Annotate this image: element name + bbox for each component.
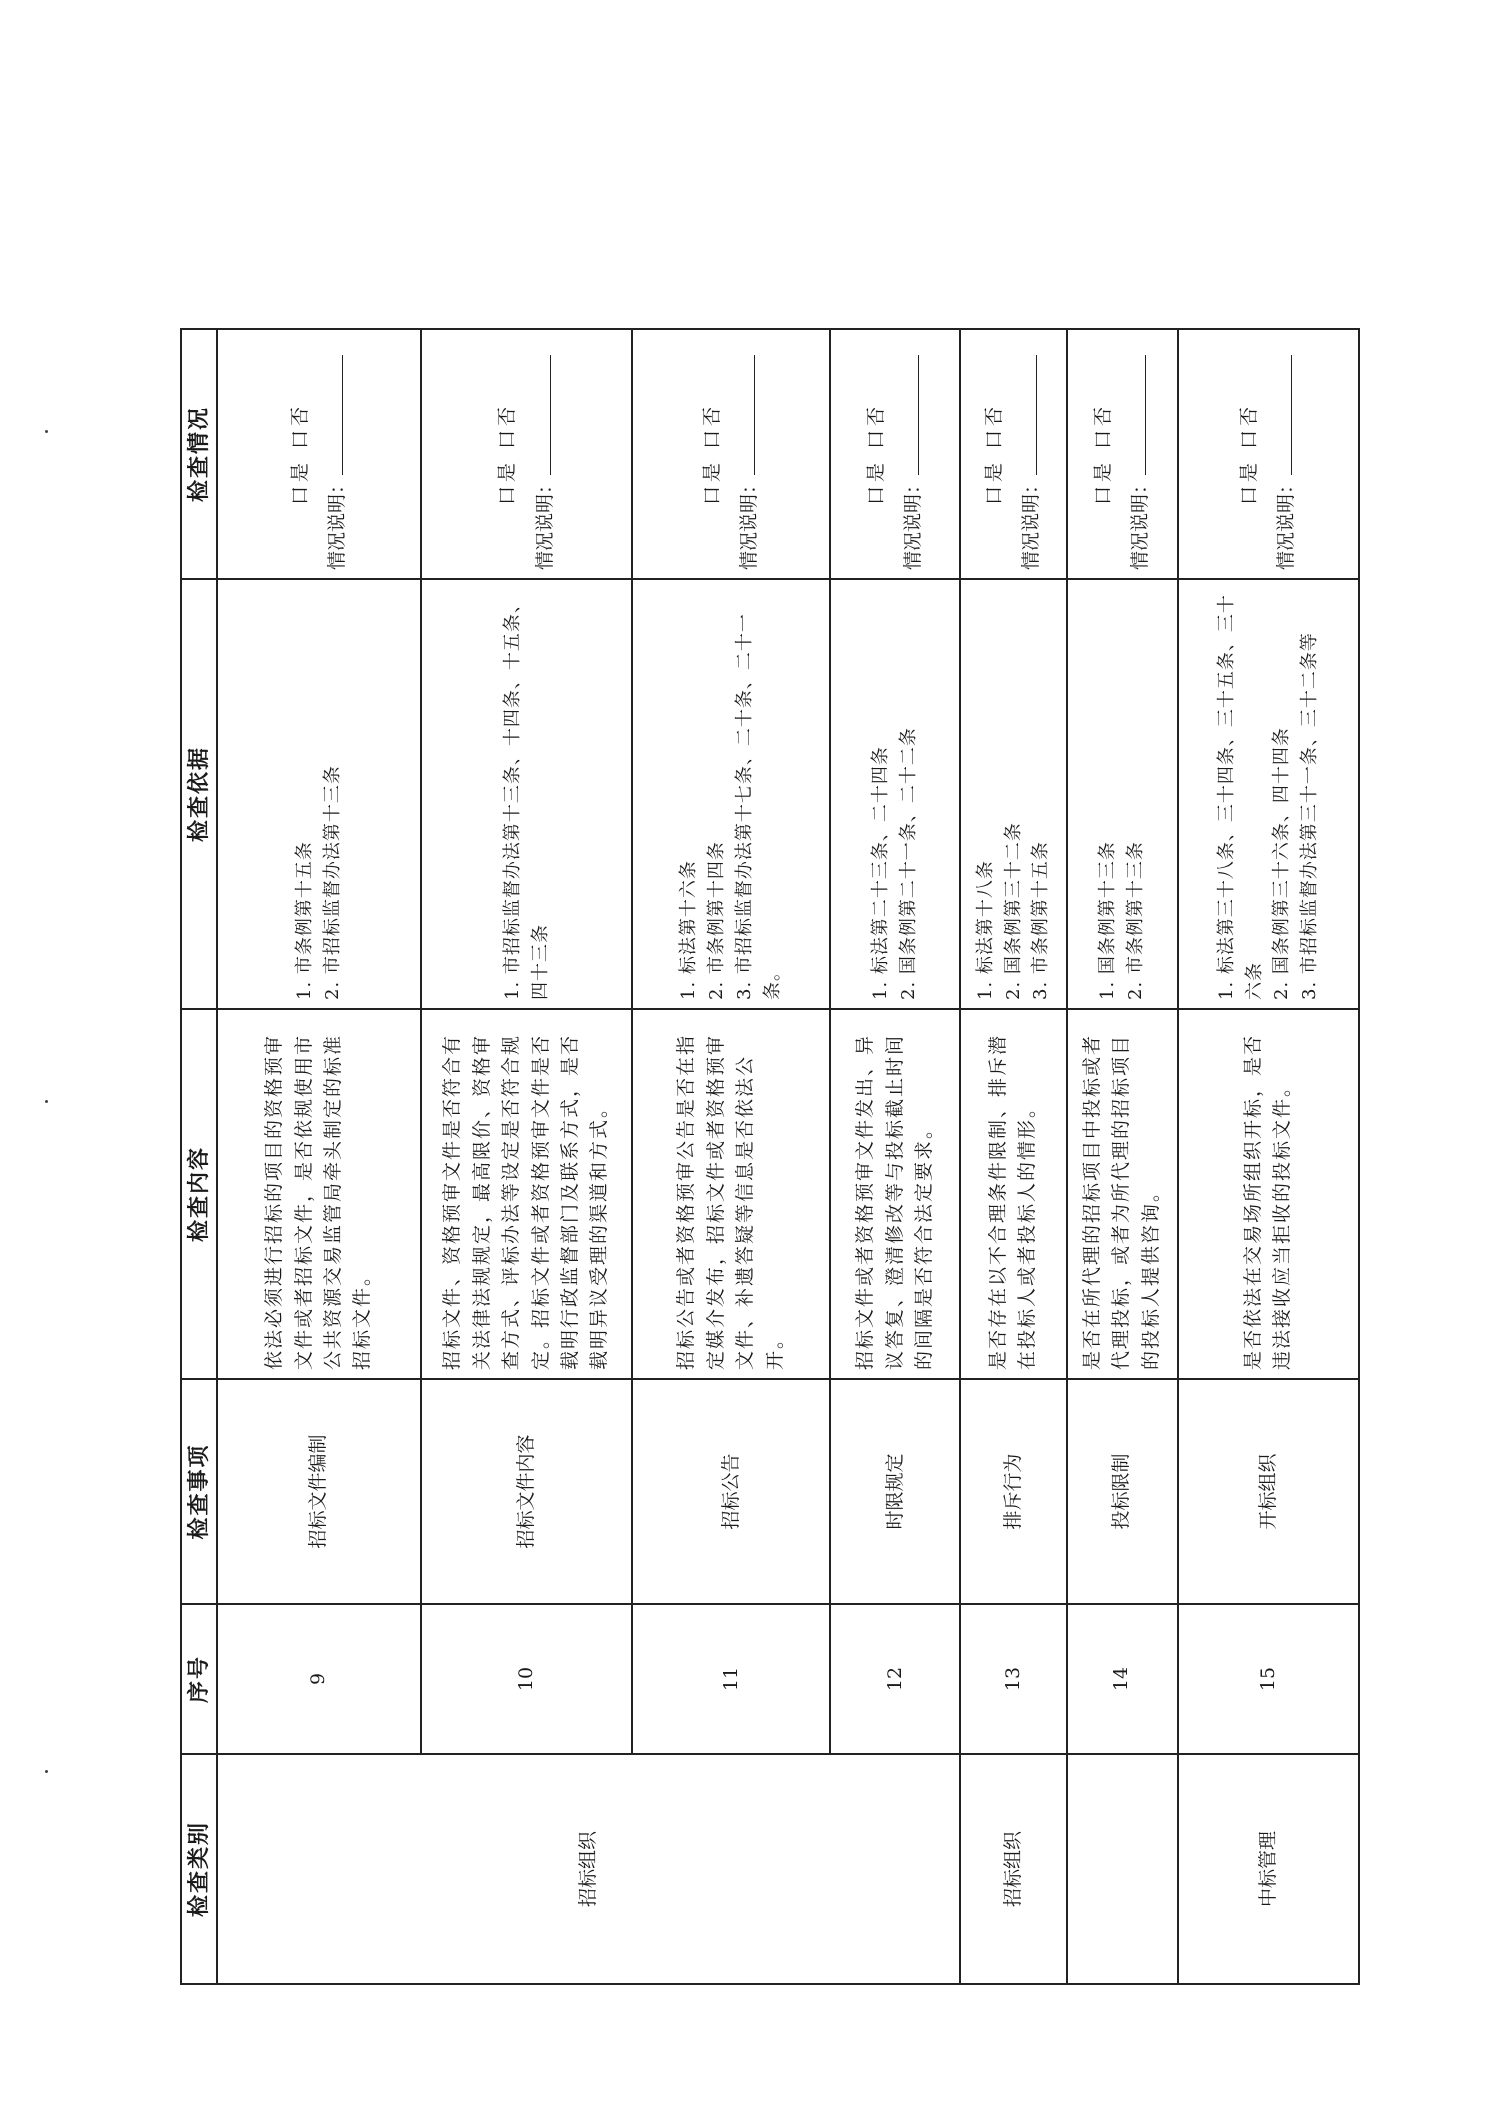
item-cell: 开标组织 <box>1178 1379 1359 1604</box>
basis-cell <box>830 579 960 1009</box>
basis-cell <box>1178 579 1359 1009</box>
header-seq: 序号 <box>181 1604 217 1754</box>
basis-cell <box>421 579 632 1009</box>
basis-line: 2. 市招标监督办法第十三条 <box>321 765 343 1000</box>
item-cell: 排斥行为 <box>960 1379 1066 1604</box>
basis-line: 1. 标法第十八条 <box>974 860 996 1000</box>
header-content: 检查内容 <box>181 1009 217 1379</box>
note-blank-line <box>1017 355 1037 475</box>
status-cell <box>632 329 830 579</box>
header-status: 检查情况 <box>181 329 217 579</box>
note-label: 情况说明： <box>1129 474 1152 570</box>
basis-cell <box>960 579 1066 1009</box>
table-row <box>830 329 960 1984</box>
inspection-table <box>180 328 1360 1985</box>
note-field[interactable] <box>323 338 352 570</box>
content-cell: 依法必须进行招标的项目的资格预审文件或者招标文件，是否依规使用市公共资源交易监管局牵头制定的标准招标文件。 <box>217 1009 421 1379</box>
category-cell: 招标组织 <box>217 1754 960 1984</box>
note-label: 情况说明： <box>1020 474 1043 570</box>
note-field[interactable] <box>1017 338 1046 570</box>
note-blank-line <box>531 355 551 475</box>
basis-cell <box>632 579 830 1009</box>
table-header-row <box>181 329 217 1984</box>
content-cell: 是否存在以不合理条件限制、排斥潜在投标人或者投标人的情形。 <box>960 1009 1066 1379</box>
basis-cell <box>217 579 421 1009</box>
header-category: 检查类别 <box>181 1754 217 1984</box>
table-row <box>217 329 421 1984</box>
note-blank-line <box>899 355 919 475</box>
content-cell: 是否在所代理的招标项目中投标或者代理投标，或者为所代理的招标项目的投标人提供咨询。 <box>1067 1009 1178 1379</box>
basis-line: 1. 标法第十六条 <box>678 860 700 1000</box>
yes-no-checkbox[interactable]: 口是 口否 <box>700 402 723 506</box>
basis-line: 1. 标法第三十八条、三十四条、三十五条、三十六条 <box>1215 594 1265 1000</box>
table-row <box>421 329 632 1984</box>
basis-line: 2. 市条例第十四条 <box>706 841 728 1000</box>
note-blank-line <box>1126 355 1146 475</box>
table-row <box>1178 329 1359 1984</box>
note-label: 情况说明： <box>1275 474 1298 570</box>
yes-no-checkbox[interactable]: 口是 口否 <box>1237 402 1260 506</box>
seq-cell: 9 <box>217 1604 421 1754</box>
basis-line: 1. 国条例第十三条 <box>1097 841 1119 1000</box>
note-label: 情况说明： <box>533 474 556 570</box>
seq-cell: 13 <box>960 1604 1066 1754</box>
item-cell: 时限规定 <box>830 1379 960 1604</box>
table-row <box>1067 329 1178 1984</box>
note-blank-line <box>1272 355 1292 475</box>
note-blank-line <box>735 355 755 475</box>
basis-cell <box>1067 579 1178 1009</box>
basis-line: 3. 市招标监督办法第三十一条、三十二条等 <box>1299 632 1321 1000</box>
basis-line: 2. 市条例第十三条 <box>1125 841 1147 1000</box>
basis-line: 1. 标法第二十三条、二十四条 <box>870 746 892 1000</box>
basis-line: 1. 市条例第十五条 <box>294 841 316 1000</box>
note-label: 情况说明： <box>738 474 761 570</box>
content-cell: 招标文件、资格预审文件是否符合有关法律法规规定，最高限价、资格审查方式、评标办法等设定是否符合规定。招标文件或者资格预审文件是否载明行政监督部门及联系方式，是否载明异议受理的渠道和方式。 <box>421 1009 632 1379</box>
punch-hole-mark <box>45 1100 48 1103</box>
item-cell: 投标限制 <box>1067 1379 1178 1604</box>
yes-no-checkbox[interactable]: 口是 口否 <box>1091 402 1114 506</box>
basis-line: 2. 国条例第三十六条、四十四条 <box>1271 727 1293 1000</box>
seq-cell: 15 <box>1178 1604 1359 1754</box>
header-item: 检查事项 <box>181 1379 217 1604</box>
note-field[interactable] <box>899 338 928 570</box>
basis-line: 2. 国条例第二十一条、二十二条 <box>898 727 920 1000</box>
yes-no-checkbox[interactable]: 口是 口否 <box>496 402 519 506</box>
category-cell <box>1067 1754 1178 1984</box>
category-cell: 招标组织 <box>960 1754 1066 1984</box>
status-cell <box>421 329 632 579</box>
status-cell <box>1067 329 1178 579</box>
table-row <box>960 329 1066 1984</box>
punch-hole-mark <box>45 430 48 433</box>
seq-cell: 10 <box>421 1604 632 1754</box>
status-cell <box>1178 329 1359 579</box>
seq-cell: 12 <box>830 1604 960 1754</box>
basis-line: 3. 市招标监督办法第十七条、二十条、二十一条。 <box>734 613 784 1000</box>
yes-no-checkbox[interactable]: 口是 口否 <box>288 402 311 506</box>
note-field[interactable] <box>531 338 560 570</box>
punch-hole-mark <box>45 1770 48 1773</box>
basis-line: 3. 市条例第十五条 <box>1030 841 1052 1000</box>
status-cell <box>217 329 421 579</box>
basis-line: 2. 国条例第三十二条 <box>1002 822 1024 1000</box>
note-field[interactable] <box>735 338 764 570</box>
yes-no-checkbox[interactable]: 口是 口否 <box>983 402 1006 506</box>
content-cell: 招标文件或者资格预审文件发出、异议答复、澄清修改等与投标截止时间的间隔是否符合法定要求。 <box>830 1009 960 1379</box>
item-cell: 招标公告 <box>632 1379 830 1604</box>
yes-no-checkbox[interactable]: 口是 口否 <box>864 402 887 506</box>
status-cell <box>830 329 960 579</box>
note-label: 情况说明： <box>902 474 925 570</box>
note-field[interactable] <box>1272 338 1301 570</box>
category-cell: 中标管理 <box>1178 1754 1359 1984</box>
seq-cell: 14 <box>1067 1604 1178 1754</box>
status-cell <box>960 329 1066 579</box>
note-blank-line <box>323 355 343 475</box>
content-cell: 招标公告或者资格预审公告是否在指定媒介发布，招标文件或者资格预审文件、补遗答疑等信息是否依法公开。 <box>632 1009 830 1379</box>
basis-line: 1. 市招标监督办法第十三条、十四条、十五条、四十三条 <box>501 594 551 1000</box>
rotated-table-wrapper <box>180 330 1360 1985</box>
item-cell: 招标文件编制 <box>217 1379 421 1604</box>
header-basis: 检查依据 <box>181 579 217 1009</box>
seq-cell: 11 <box>632 1604 830 1754</box>
note-label: 情况说明： <box>325 474 348 570</box>
table-row <box>632 329 830 1984</box>
content-cell: 是否依法在交易场所组织开标，是否违法接收应当拒收的投标文件。 <box>1178 1009 1359 1379</box>
note-field[interactable] <box>1126 338 1155 570</box>
item-cell: 招标文件内容 <box>421 1379 632 1604</box>
